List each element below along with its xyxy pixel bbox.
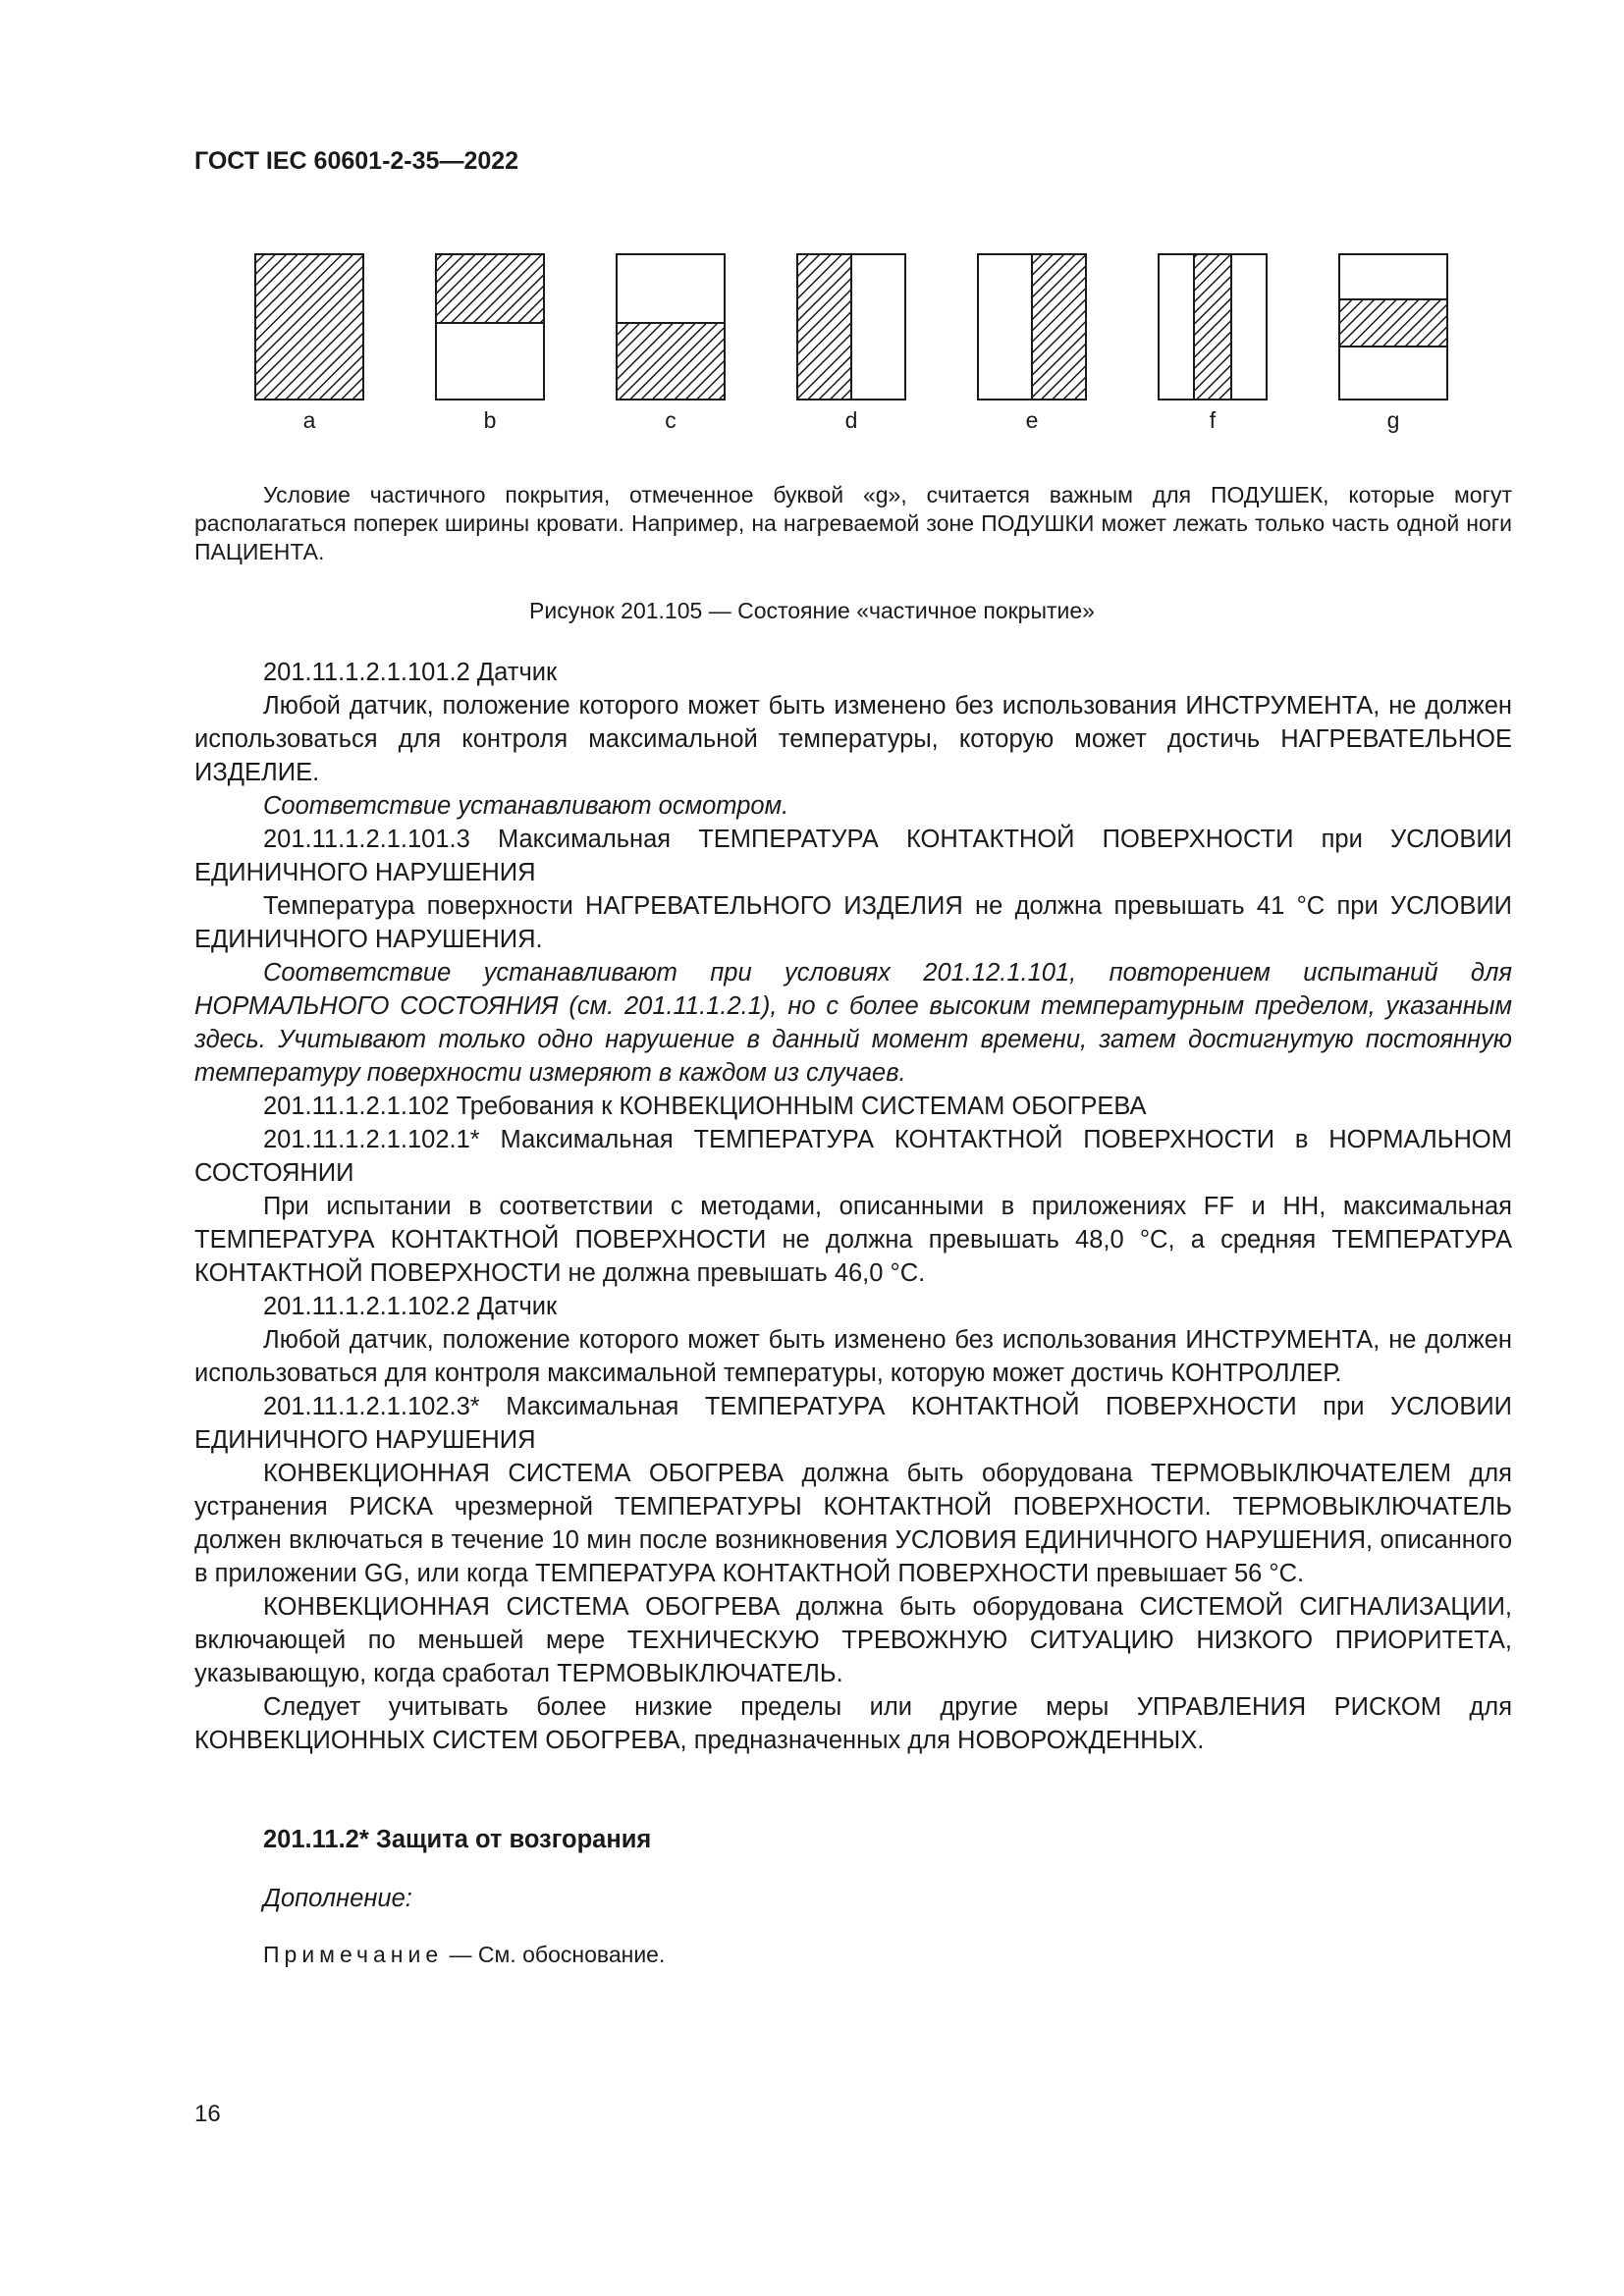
note-line (263, 1942, 665, 1968)
clause-heading: 201.11.1.2.1.101.3 Максимальная ТЕМПЕРАТУРА КОНТАКТНОЙ ПОВЕРХНОСТИ при УСЛОВИИ ЕДИНИЧНОГО НАРУШЕНИЯ (194, 826, 1512, 886)
figure-note: Условие частичного покрытия, отмеченное буквой «g», считается важным для ПОДУШЕК, которые могут располагаться поперек ширины кровати. Например, на нагреваемой зоне ПОДУШКИ может лежать только часть одной ноги ПАЦИЕНТА. (194, 482, 1512, 564)
paragraph: КОНВЕКЦИОННАЯ СИСТЕМА ОБОГРЕВА должна быть оборудована СИСТЕМОЙ СИГНАЛИЗАЦИИ, включающей по меньшей мере ТЕХНИЧЕСКУЮ ТРЕВОЖНУЮ СИТУАЦИЮ НИЗКОГО ПРИОРИТЕТА, указывающую, когда сработал ТЕРМОВЫКЛЮЧАТЕЛЬ. (194, 1593, 1512, 1687)
paragraph: Температура поверхности НАГРЕВАТЕЛЬНОГО ИЗДЕЛИЯ не должна превышать 41 °С при УСЛОВИИ ЕДИНИЧНОГО НАРУШЕНИЯ. (194, 892, 1512, 953)
figure-panel-c (617, 254, 725, 400)
clause-heading: 201.11.1.2.1.102 Требования к КОНВЕКЦИОННЫМ СИСТЕМАМ ОБОГРЕВА (263, 1093, 1147, 1120)
figure-drawing (194, 245, 1490, 402)
document-header: ГОСТ IEC 60601-2-35—2022 (194, 147, 519, 175)
paragraph: Любой датчик, положение которого может быть изменено без использования ИНСТРУМЕНТА, не должен использоваться для контроля максимальной температуры, которую может достичь КОНТРОЛЛЕР. (194, 1326, 1512, 1387)
section-heading: 201.11.2* Защита от возгорания (263, 1826, 652, 1853)
compliance-text: Соответствие устанавливают при условиях 201.12.1.101, повторением испытаний для НОРМАЛЬНОГО СОСТОЯНИЯ (см. 201.11.1.2.1), но с более высоким температурным пределом, указанным здесь. Учитывают только одно нарушение в данный момент времени, затем достигнутую постоянную температуру поверхности измеряют в каждом из случаев. (194, 959, 1512, 1087)
page-number: 16 (194, 2101, 221, 2127)
compliance-text: Соответствие устанавливают осмотром. (263, 792, 789, 820)
figure-label-e: e (1025, 407, 1039, 433)
paragraph: Любой датчик, положение которого может быть изменено без использования ИНСТРУМЕНТА, не должен использоваться для контроля максимальной температуры, которую может достичь НАГРЕВАТЕЛЬНОЕ ИЗДЕЛИЕ. (194, 692, 1512, 786)
clause-heading: 201.11.1.2.1.102.1* Максимальная ТЕМПЕРАТУРА КОНТАКТНОЙ ПОВЕРХНОСТИ в НОРМАЛЬНОМ СОСТОЯНИИ (194, 1126, 1512, 1187)
figure-panel-b (436, 254, 544, 400)
figure-label-f: f (1209, 407, 1217, 433)
figure-panel-a (255, 254, 363, 400)
clause-heading: 201.11.1.2.1.102.2 Датчик (263, 1293, 558, 1320)
note-label: Примечание (263, 1942, 444, 1967)
figure-partial-coverage (194, 245, 1490, 442)
figure-label-b: b (483, 407, 497, 433)
figure-label-c: c (665, 407, 677, 433)
figure-label-g: g (1386, 407, 1400, 433)
paragraph: Следует учитывать более низкие пределы или другие меры УПРАВЛЕНИЯ РИСКОМ для КОНВЕКЦИОННЫХ СИСТЕМ ОБОГРЕВА, предназначенных для НОВОРОЖДЕННЫХ. (194, 1693, 1512, 1754)
clause-heading: 201.11.1.2.1.101.2 Датчик (263, 659, 558, 686)
paragraph: При испытании в соответствии с методами, описанными в приложениях FF и HH, максимальная ТЕМПЕРАТУРА КОНТАКТНОЙ ПОВЕРХНОСТИ не должна превышать 48,0 °С, а средняя ТЕМПЕРАТУРА КОНТАКТНОЙ ПОВЕРХНОСТИ не должна превышать 46,0 °С. (194, 1193, 1512, 1287)
figure-panel-d (797, 254, 905, 400)
figure-label-d: d (844, 407, 858, 433)
figure-panel-e (978, 254, 1086, 400)
figure-panel-f (1159, 254, 1267, 400)
note-text: — См. обоснование. (443, 1942, 666, 1967)
paragraph: КОНВЕКЦИОННАЯ СИСТЕМА ОБОГРЕВА должна быть оборудована ТЕРМОВЫКЛЮЧАТЕЛЕМ для устранения РИСКА чрезмерной ТЕМПЕРАТУРЫ КОНТАКТНОЙ ПОВЕРХНОСТИ. ТЕРМОВЫКЛЮЧАТЕЛЬ должен включаться в течение 10 мин после возникновения УСЛОВИЯ ЕДИНИЧНОГО НАРУШЕНИЯ, описанного в приложении GG, или когда ТЕМПЕРАТУРА КОНТАКТНОЙ ПОВЕРХНОСТИ превышает 56 °С. (194, 1460, 1512, 1587)
figure-caption: Рисунок 201.105 — Состояние «частичное покрытие» (529, 598, 1095, 623)
figure-label-a: a (302, 407, 316, 433)
figure-panel-g (1339, 254, 1447, 400)
addition-label: Дополнение: (263, 1885, 412, 1912)
body-text (194, 656, 1512, 1757)
clause-heading: 201.11.1.2.1.102.3* Максимальная ТЕМПЕРАТУРА КОНТАКТНОЙ ПОВЕРХНОСТИ при УСЛОВИИ ЕДИНИЧНОГО НАРУШЕНИЯ (194, 1393, 1512, 1454)
